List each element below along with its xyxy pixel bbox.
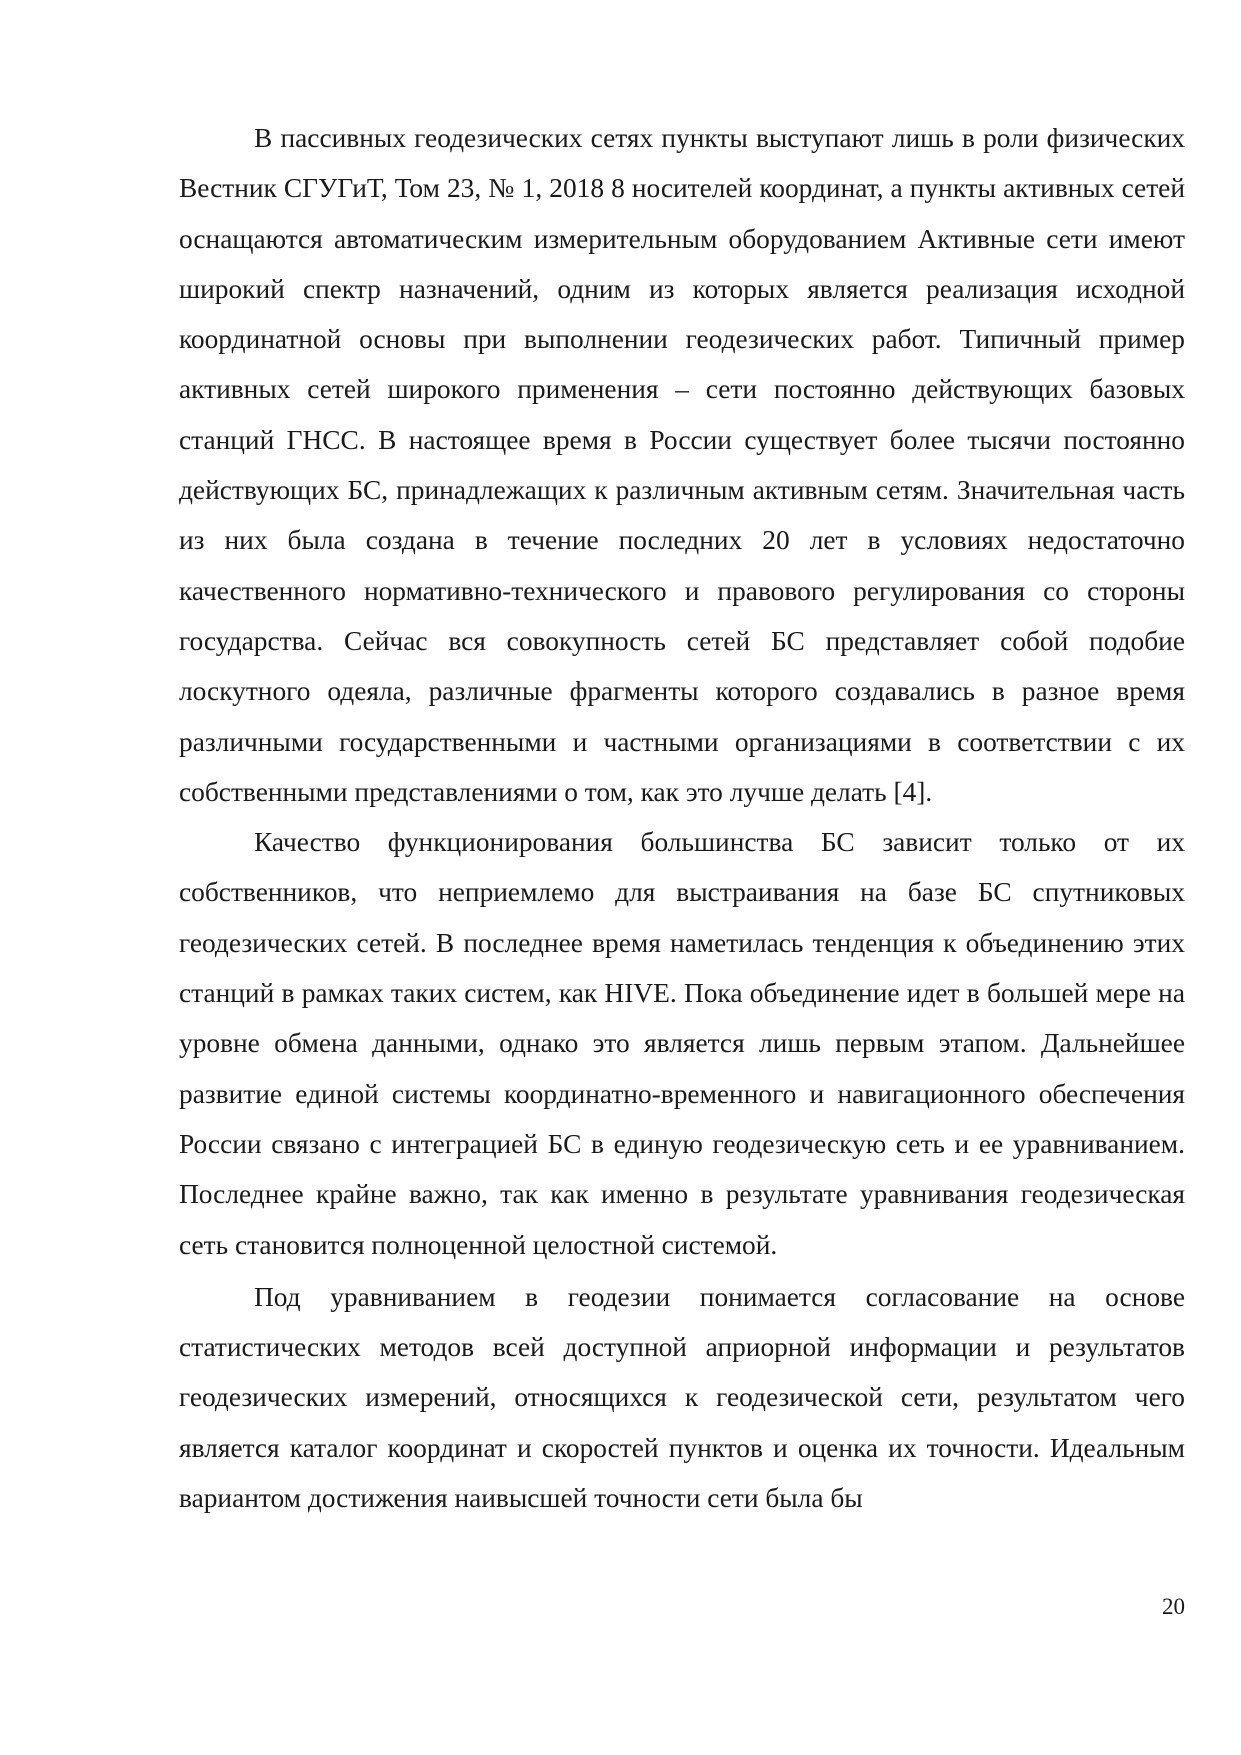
body-text	[179, 113, 1185, 1523]
paragraph-passive-networks: В пассивных геодезических сетях пункты выступают лишь в роли физических Вестник СГУГиТ, Том 23, № 1, 2018 8 носителей координат, а пункты активных сетей оснащаются автоматическим измерительным оборудованием Активные сети имеют широкий спектр назначений, одним из которых является реализация исходной координатной основы при выполнении геодезических работ. Типичный пример активных сетей широкого применения – сети постоянно действующих базовых станций ГНСС. В настоящее время в России существует более тысячи постоянно действующих БС, принадлежащих к различным активным сетям. Значительная часть из них была создана в течение последних 20 лет в условиях недостаточно качественного нормативно-технического и правового регулирования со стороны государства. Сейчас вся совокупность сетей БС представляет собой подобие лоскутного одеяла, различные фрагменты которого создавались в разное время различными государственными и частными организациями в соответствии с их собственными представлениями о том, как это лучше делать [4].	[179, 123, 1185, 807]
page-number: 20	[1162, 1594, 1185, 1619]
paragraph-adjustment: Под уравниванием в геодезии понимается согласование на основе статистических методов всей доступной априорной информации и результатов геодезических измерений, относящихся к геодезической сети, результатом чего является каталог координат и скоростей пунктов и оценка их точности. Идеальным вариантом достижения наивысшей точности сети была бы	[179, 1281, 1185, 1514]
paragraph-bs-quality: Качество функционирования большинства БС зависит только от их собственников, что неприемлемо для выстраивания на базе БС спутниковых геодезических сетей. В последнее время наметилась тенденция к объединению этих станций в рамках таких систем, как HIVE. Пока объединение идет в большей мере на уровне обмена данными, однако это является лишь первым этапом. Дальнейшее развитие единой системы координатно-временного и навигационного обеспечения России связано с интеграцией БС в единую геодезическую сеть и ее уравниванием. Последнее крайне важно, так как именно в результате уравнивания геодезическая сеть становится полноценной целостной системой.	[179, 827, 1185, 1260]
